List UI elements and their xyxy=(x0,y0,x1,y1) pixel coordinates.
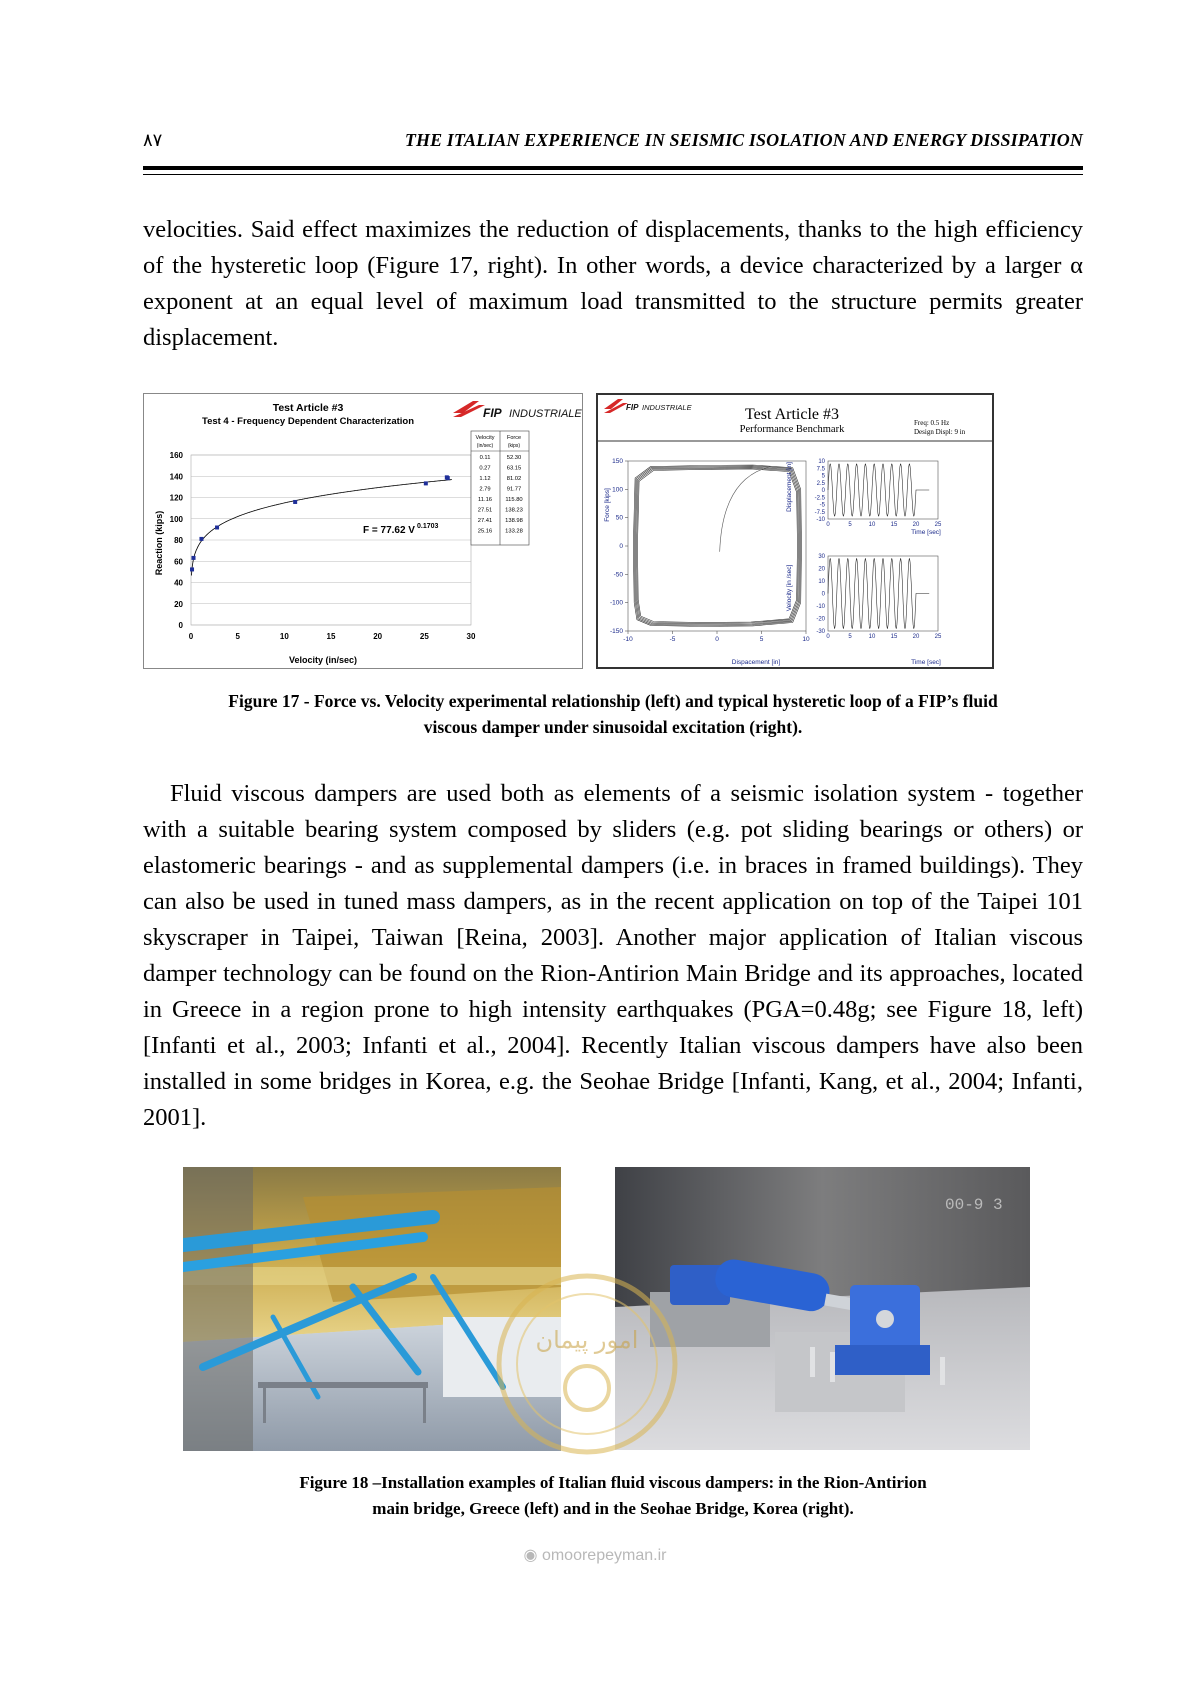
data-point xyxy=(424,481,428,485)
x-tick-label: -10 xyxy=(623,636,633,643)
y-tick-label: 20 xyxy=(818,566,825,573)
table-cell-velocity: 11.16 xyxy=(477,497,493,503)
displacement-time-ylabel: Displacement [in] xyxy=(786,462,793,512)
figure17-left-chart xyxy=(143,393,583,669)
y-tick-label: -30 xyxy=(816,629,825,635)
displacement-axis-label: Dispacement [in] xyxy=(731,659,781,666)
page-number: ۸۷ xyxy=(143,130,163,150)
globe-icon: ◉ xyxy=(523,1547,538,1564)
y-axis-label: Reaction (kips) xyxy=(154,510,164,576)
data-point xyxy=(190,567,194,571)
x-tick-label: 25 xyxy=(934,634,942,640)
x-tick-label: 15 xyxy=(890,522,898,528)
y-tick-label: -2.5 xyxy=(814,495,825,502)
y-tick-label: 0 xyxy=(178,621,183,630)
chart-subtitle: Test 4 - Frequency Dependent Characterization xyxy=(201,416,415,427)
body-paragraph-2 xyxy=(143,776,1083,1136)
x-tick-label: 10 xyxy=(868,522,876,528)
x-tick-label: 10 xyxy=(279,632,289,641)
x-tick-label: 0 xyxy=(826,522,830,528)
y-tick-label: 60 xyxy=(174,557,183,567)
x-tick-label: 20 xyxy=(912,522,920,528)
table-cell-force: 138.98 xyxy=(505,518,523,524)
caption-line: viscous damper under sinusoidal excitation (right). xyxy=(423,717,803,737)
x-tick-label: 0 xyxy=(715,636,719,643)
y-tick-label: 30 xyxy=(818,554,825,560)
y-tick-label: 140 xyxy=(169,472,183,482)
y-tick-label: 100 xyxy=(169,514,183,524)
chart-title: Test Article #3 xyxy=(745,406,839,423)
svg-text:FIP: FIP xyxy=(483,406,502,420)
x-tick-label: 20 xyxy=(373,632,383,641)
table-cell-force: 52.30 xyxy=(506,455,522,461)
svg-text:Velocity: Velocity xyxy=(475,435,495,441)
table-cell-force: 138.23 xyxy=(505,507,523,514)
y-tick-label: 2.5 xyxy=(816,480,825,487)
data-point xyxy=(192,556,196,560)
figure18-caption xyxy=(143,1470,1083,1522)
force-axis-label: Force [kips] xyxy=(604,488,611,522)
y-tick-label: -10 xyxy=(816,604,825,610)
body-paragraph-1 xyxy=(143,212,1083,356)
y-tick-label: 5 xyxy=(821,473,825,480)
x-tick-label: 10 xyxy=(802,636,810,643)
design-displacement-label: Design Displ: 9 in xyxy=(914,428,966,436)
paragraph-text: velocities. Said effect maximizes the reduction of displacements, thanks to the high efficiency of the hysteretic loop (Figure 17, right). In other words, a device characterized by a larger α exponent at an equal level of maximum load transmitted to the structure permits greater displacement. xyxy=(143,216,1083,351)
caption-line: main bridge, Greece (left) and in the Seohae Bridge, Korea (right). xyxy=(372,1499,854,1518)
velocity-time-xlabel: Time [sec] xyxy=(911,659,941,666)
x-tick-label: 10 xyxy=(868,634,876,640)
x-tick-label: 5 xyxy=(848,634,852,640)
chart-subtitle: Performance Benchmark xyxy=(739,424,845,435)
x-axis-label: Velocity (in/sec) xyxy=(288,655,358,665)
x-tick-label: 30 xyxy=(466,632,476,641)
table-cell-force: 133.28 xyxy=(505,528,523,535)
header-rule-thick xyxy=(143,166,1083,170)
y-tick-label: 10 xyxy=(818,579,825,585)
table-cell-velocity: 0.11 xyxy=(479,455,491,461)
y-tick-label: -50 xyxy=(613,571,623,579)
caption-line: Figure 18 –Installation examples of Italian fluid viscous dampers: in the Rion-Antirion xyxy=(299,1473,927,1492)
journal-title: THE ITALIAN EXPERIENCE IN SEISMIC ISOLATION AND ENERGY DISSIPATION xyxy=(404,130,1083,150)
watermark-seal xyxy=(487,1258,687,1470)
caption-line: Figure 17 - Force vs. Velocity experimental relationship (left) and typical hysteretic loop of a FIP’s fluid xyxy=(228,691,998,711)
displacement-time-xlabel: Time [sec] xyxy=(911,529,941,536)
svg-text:FIP: FIP xyxy=(626,403,639,412)
table-cell-force: 91.77 xyxy=(506,486,522,493)
x-tick-label: 0 xyxy=(826,634,830,640)
wall-marking: 00-9 3 xyxy=(945,1196,1003,1214)
x-tick-label: 25 xyxy=(419,632,429,641)
watermark-seal-text: امور پیمان xyxy=(535,1327,639,1354)
data-point xyxy=(293,500,297,504)
header-rule-thin xyxy=(143,174,1083,175)
y-tick-label: -7.5 xyxy=(814,509,825,516)
paragraph-text: Fluid viscous dampers are used both as elements of a seismic isolation system - together with a suitable bearing system composed by sliders (e.g. pot sliding bearings or others) or elastomeric bearings - and as supplemental dampers (i.e. in braces in framed buildings). They can also be used in tuned mass dampers, as in the recent application on top of the Taipei 101 skyscraper in Taipei, Taiwan [Reina, 2003]. Another major application of Italian viscous damper technology can be found on the Rion-Antirion Main Bridge and its approaches, located in Greece in a region prone to high intensity earthquakes (PGA=0.48g; see Figure 18, left) [Infanti et al., 2003; Infanti et al., 2004]. Recently Italian viscous dampers have also been installed in some bridges in Korea, e.g. the Seohae Bridge [Infanti, Kang, et al., 2004; Infanti, 2001]. xyxy=(143,780,1083,1131)
y-tick-label: 100 xyxy=(612,486,623,494)
table-cell-velocity: 25.16 xyxy=(477,528,493,535)
y-tick-label: -100 xyxy=(609,599,623,607)
running-header xyxy=(143,130,1083,160)
svg-text:Force: Force xyxy=(506,435,522,441)
y-tick-label: -20 xyxy=(816,616,825,623)
x-tick-label: 5 xyxy=(848,522,852,528)
svg-text:(kips): (kips) xyxy=(507,443,521,449)
y-tick-label: 150 xyxy=(612,458,623,465)
figure17-right-chart xyxy=(596,393,994,669)
fit-equation: F = 77.62 V $^{0.1703}$ xyxy=(363,523,439,536)
svg-text:INDUSTRIALE: INDUSTRIALE xyxy=(642,403,692,412)
x-tick-label: -5 xyxy=(669,636,676,643)
table-cell-force: 63.15 xyxy=(506,465,522,472)
hysteresis-plot-area xyxy=(628,461,806,631)
svg-text:INDUSTRIALE: INDUSTRIALE xyxy=(509,408,582,420)
table-cell-velocity: 2.79 xyxy=(479,486,491,493)
y-tick-label: 7.5 xyxy=(816,466,825,473)
y-tick-label: 0 xyxy=(821,591,825,598)
table-cell-velocity: 27.51 xyxy=(477,507,493,514)
chart-title: Test Article #3 xyxy=(272,402,344,414)
y-tick-label: -5 xyxy=(819,502,825,509)
y-tick-label: -10 xyxy=(816,517,825,523)
y-tick-label: 40 xyxy=(174,578,183,588)
x-tick-label: 25 xyxy=(934,522,942,528)
table-cell-force: 115.80 xyxy=(505,497,523,503)
y-tick-label: 120 xyxy=(169,493,183,503)
y-tick-label: 20 xyxy=(174,599,183,609)
y-tick-label: 80 xyxy=(174,536,183,545)
data-point xyxy=(199,537,203,541)
figure17-caption xyxy=(143,688,1083,740)
svg-text:(in/sec): (in/sec) xyxy=(476,443,494,449)
x-tick-label: 5 xyxy=(235,632,240,641)
data-table xyxy=(471,431,529,545)
table-cell-velocity: 27.41 xyxy=(477,518,493,524)
table-cell-force: 81.02 xyxy=(506,476,522,482)
table-cell-velocity: 1.12 xyxy=(479,476,491,482)
x-tick-label: 15 xyxy=(890,634,898,640)
watermark-site: ◉ omoorepeyman.ir xyxy=(523,1547,667,1564)
velocity-time-ylabel: Velocity [in /sec] xyxy=(786,564,793,612)
x-tick-label: 0 xyxy=(188,632,194,641)
y-tick-label: 50 xyxy=(615,514,623,522)
x-tick-label: 5 xyxy=(759,636,764,643)
y-tick-label: 160 xyxy=(169,451,183,460)
y-tick-label: 10 xyxy=(818,459,825,465)
frequency-label: Freq: 0.5 Hz xyxy=(914,419,950,427)
table-cell-velocity: 0.27 xyxy=(479,465,491,472)
x-tick-label: 15 xyxy=(326,632,336,641)
y-tick-label: 0 xyxy=(821,488,825,494)
data-point xyxy=(445,475,449,479)
x-tick-label: 20 xyxy=(912,634,920,640)
y-tick-label: -150 xyxy=(609,628,623,635)
y-tick-label: 0 xyxy=(619,543,623,550)
data-point xyxy=(215,525,219,529)
